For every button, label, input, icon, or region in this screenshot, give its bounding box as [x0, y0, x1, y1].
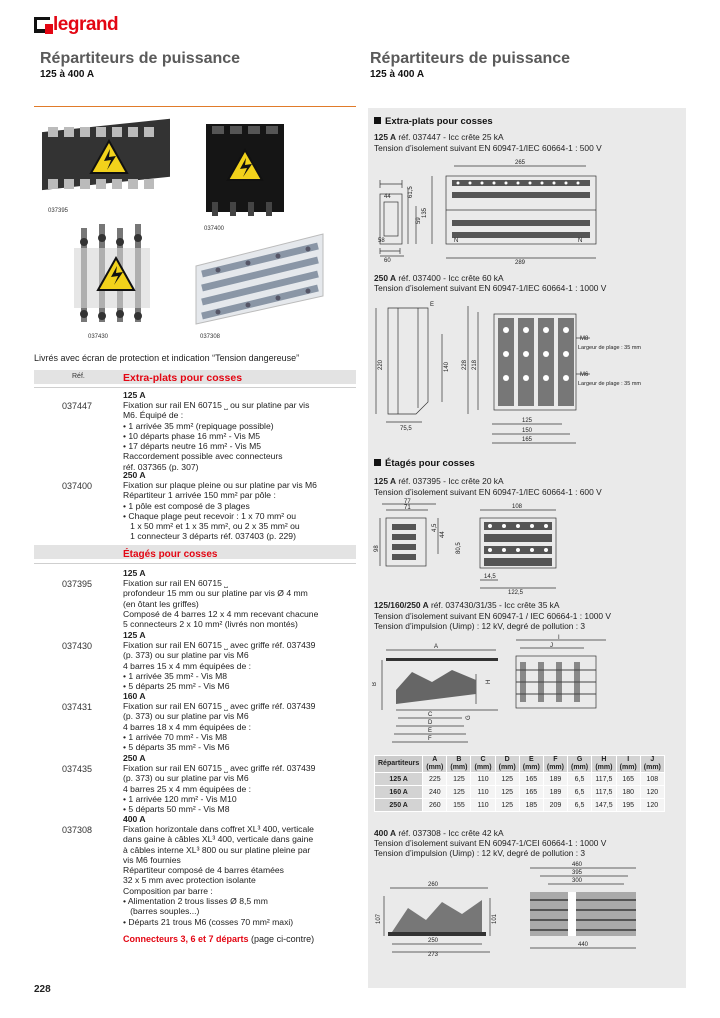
column-header	[543, 756, 567, 773]
heading-extra-plats	[374, 116, 493, 127]
dim-label: 107	[376, 913, 382, 924]
item-rating: 125 A	[123, 630, 146, 640]
item-rating: 125 A	[123, 390, 146, 400]
table-cell: 185	[519, 799, 543, 812]
table-cell: 120	[640, 786, 664, 799]
column-header	[447, 756, 471, 773]
spec-rating: 125 A	[374, 476, 397, 486]
dim-label: H	[486, 679, 492, 684]
brand-name: legrand	[53, 14, 119, 35]
spec-ref: réf. 037447 - Icc crête 25 kA	[396, 132, 504, 142]
dimension-drawing-037308	[372, 860, 672, 956]
photo-label: 037395	[48, 208, 69, 214]
dim-label: A	[434, 644, 439, 650]
page-subtitle-left: 125 à 400 A	[40, 69, 95, 80]
column-letter: E	[528, 756, 534, 763]
spec-037430	[374, 600, 559, 610]
unit-label: (mm)	[619, 764, 637, 771]
dim-label: 4,5	[432, 523, 438, 532]
unit-label: (mm)	[426, 764, 444, 771]
page-title-right: Répartiteurs de puissance	[370, 50, 571, 67]
column-header	[567, 756, 591, 773]
table-cell: 125	[495, 799, 519, 812]
item-rating: 160 A	[123, 691, 146, 701]
dim-label: E	[430, 302, 435, 308]
spec-037430-isolement: Tension d’isolement suivant EN 60947-1 / IEC 60664-1 : 1000 V	[374, 611, 611, 621]
section-title-etages: Étagés pour cosses	[123, 549, 218, 560]
table-cell: 110	[471, 799, 495, 812]
item-description: Fixation sur rail EN 60715 ⎵ avec griffe réf. 037439 (p. 373) ou sur platine par vis M6 4 barres 18 x 4 mm équipées de : • 1 arrivée 70 mm² - Vis M8 • 5 départs 35 mm² - Vis M6	[123, 701, 316, 753]
table-cell: 110	[471, 773, 495, 786]
column-letter: B	[456, 756, 462, 763]
dim-label: 165	[522, 437, 533, 443]
table-ref: 037431	[62, 702, 93, 712]
unit-label: (mm)	[570, 764, 589, 771]
bullet-square-icon	[374, 117, 381, 124]
ref-column-header: Réf.	[72, 373, 85, 380]
dim-label: 80,5	[456, 542, 462, 554]
dimension-drawing-037430	[372, 634, 672, 746]
header-divider	[34, 106, 356, 107]
dim-label: I	[558, 635, 560, 641]
heading-text: Extra-plats pour cosses	[385, 116, 493, 127]
section-title-extra-plats: Extra-plats pour cosses	[123, 372, 243, 384]
dim-label: 60	[384, 258, 391, 264]
unit-label: (mm)	[595, 764, 613, 771]
table-header-row	[375, 756, 665, 773]
dim-label: 125	[522, 418, 533, 424]
column-header	[640, 756, 664, 773]
table-cell: 125	[447, 786, 471, 799]
column-letter: G	[576, 756, 583, 763]
column-letter: D	[504, 756, 510, 763]
connecteurs-link[interactable]	[123, 934, 314, 944]
link-suffix: (page ci-contre)	[248, 934, 315, 944]
column-letter: F	[553, 756, 558, 763]
table-cell: 6,5	[567, 786, 591, 799]
page-number: 228	[34, 984, 51, 995]
page-subtitle-right: 125 à 400 A	[370, 69, 425, 80]
dim-label: 108	[512, 504, 523, 510]
dim-label: J	[550, 643, 553, 649]
table-ref: 037400	[62, 481, 93, 491]
photo-label: 037308	[200, 334, 221, 340]
photo-label: 037400	[204, 226, 225, 232]
dim-label: 59	[416, 217, 422, 224]
table-cell: 6,5	[567, 799, 591, 812]
page-title-left: Répartiteurs de puissance	[40, 50, 241, 67]
spec-037447-voltage: Tension d’isolement suivant EN 60947-1/IEC 60664-1 : 500 V	[374, 143, 602, 153]
spec-037430-impulsion: Tension d’impulsion (Uimp) : 12 kV, degré de pollution : 3	[374, 621, 586, 631]
product-photo-037395	[34, 115, 184, 210]
spec-037400-voltage: Tension d’isolement suivant EN 60947-1/IEC 60664-1 : 1000 V	[374, 283, 607, 293]
dim-label: D	[428, 720, 433, 726]
item-description: Fixation sur rail EN 60715 ⎵ avec griffe réf. 037439 (p. 373) ou sur platine par vis M6 4 barres 25 x 4 mm équipées de : • 1 arrivée 120 mm² - Vis M10 • 5 départs 50 mm² - Vis M8	[123, 763, 316, 815]
table-cell: 209	[543, 799, 567, 812]
item-description: Fixation sur plaque pleine ou sur platine par vis M6 Répartiteur 1 arrivée 150 mm² par pôle : • 1 pôle est composé de 3 plages • Chaque plage peut recevoir : 1 x 70 mm² ou 1 x 50 mm² et 1 x 35 mm², ou 2 x 35 mm² ou 1 connecteur 3 départs réf. 037403 (p. 229)	[123, 480, 317, 542]
column-header	[423, 756, 447, 773]
dimension-drawing-037447	[372, 158, 612, 268]
table-ref: 037435	[62, 764, 93, 774]
legrand-logo-icon	[34, 17, 50, 33]
dimension-drawing-037400	[372, 298, 672, 448]
unit-label: (mm)	[474, 764, 492, 771]
dim-label: 98	[374, 545, 380, 552]
row-label: 125 A	[375, 773, 423, 786]
table-ref: 037395	[62, 579, 93, 589]
column-letter: C	[480, 756, 486, 763]
dim-label: B	[372, 681, 378, 686]
dim-label: N	[578, 238, 583, 244]
spec-ref: réf. 037400 - Icc crête 60 kA	[396, 273, 504, 283]
table-cell: 195	[616, 799, 640, 812]
column-header	[495, 756, 519, 773]
dim-label: 150	[522, 428, 533, 434]
column-header	[519, 756, 543, 773]
dim-label: 135	[422, 207, 428, 218]
dim-label: Largeur de plage : 35 mm	[578, 345, 641, 351]
product-photo-037308	[188, 226, 333, 332]
table-cell: 147,5	[592, 799, 617, 812]
dim-label: F	[428, 736, 432, 742]
dim-label: 77	[404, 499, 411, 505]
dim-label: M6	[580, 372, 589, 378]
column-header	[616, 756, 640, 773]
dim-label: 440	[578, 942, 589, 948]
item-description: Fixation sur rail EN 60715 ⎵ profondeur 15 mm ou sur platine par vis Ø 4 mm (en ôtant les griffes) Composé de 4 barres 12 x 4 mm recevant chacune 5 connecteurs 2 x 10 mm² (livrés non montés)	[123, 578, 319, 630]
dim-label: 44	[384, 194, 391, 200]
item-rating: 125 A	[123, 568, 146, 578]
link-text[interactable]: Connecteurs 3, 6 et 7 départs	[123, 934, 249, 944]
unit-label: (mm)	[450, 764, 468, 771]
dim-label: 250	[428, 938, 439, 944]
table-cell: 125	[495, 773, 519, 786]
item-description: Fixation sur rail EN 60715 ⎵ avec griffe réf. 037439 (p. 373) ou sur platine par vis M6 4 barres 15 x 4 mm équipées de : • 1 arrivée 35 mm² - Vis M8 • 5 départs 25 mm² - Vis M6	[123, 640, 316, 692]
table-row	[375, 773, 665, 786]
item-description: Fixation horizontale dans coffret XL³ 400, verticale dans gaine à câbles XL³ 400, verticale dans gaine à câbles interne XL³ 800 ou sur platine pleine par vis M6 fournies Répartiteur composé de 4 barres étamées 32 x 5 mm avec protection isolante Composition par barre : • Alimentation 2 trous lisses Ø 8,5 mm (barres souples...) • Départs 21 trous M6 (cosses 70 mm² maxi)	[123, 824, 314, 927]
table-ref: 037447	[62, 401, 93, 411]
dim-label: 300	[572, 878, 583, 884]
spec-037308	[374, 828, 504, 838]
table-cell: 120	[640, 799, 664, 812]
table-cell: 125	[447, 773, 471, 786]
table-cell: 165	[519, 773, 543, 786]
column-letter: I	[627, 756, 630, 763]
dim-label: G	[466, 715, 472, 720]
dimension-drawing-037395	[372, 498, 572, 596]
spec-ref: réf. 037430/31/35 - Icc crête 35 kA	[428, 600, 560, 610]
dim-label: 101	[492, 913, 498, 924]
unit-label: (mm)	[546, 764, 564, 771]
column-letter: H	[601, 756, 607, 763]
dim-label: C	[428, 712, 433, 718]
photo-label: 037430	[88, 334, 109, 340]
dim-label: N	[454, 238, 459, 244]
spec-037447	[374, 132, 504, 142]
table-cell: 240	[423, 786, 447, 799]
table-cell: 260	[423, 799, 447, 812]
dim-label: M8	[580, 336, 589, 342]
spec-ref: réf. 037395 - Icc crête 20 kA	[396, 476, 504, 486]
dim-label: 460	[572, 862, 583, 868]
spec-037395	[374, 476, 504, 486]
dim-label: Largeur de plage : 35 mm	[578, 381, 641, 387]
table-row	[375, 799, 665, 812]
dim-label: 44	[440, 531, 446, 538]
spec-037308-impulsion: Tension d’impulsion (Uimp) : 12 kV, degré de pollution : 3	[374, 848, 586, 858]
unit-label: (mm)	[522, 764, 540, 771]
item-description: Fixation sur rail EN 60715 ⎵ ou sur platine par vis M6. Équipé de : • 1 arrivée 35 mm² (repiquage possible) • 10 départs phase 16 mm² - Vis M5 • 17 départs neutre 16 mm² - Vis M5 Raccordement possible avec connecteurs réf. 037365 (p. 307)	[123, 400, 310, 472]
row-label: 250 A	[375, 799, 423, 812]
table-cell: 165	[616, 773, 640, 786]
spec-rating: 125/160/250 A	[374, 600, 429, 610]
heading-etages	[374, 458, 475, 469]
column-header	[592, 756, 617, 773]
intro-text: Livrés avec écran de protection et indication “Tension dangereuse”	[34, 353, 300, 363]
table-ref: 037308	[62, 825, 93, 835]
dim-label: 220	[378, 359, 384, 370]
table-ref: 037430	[62, 641, 93, 651]
item-rating: 250 A	[123, 753, 146, 763]
table-cell: 117,5	[592, 786, 617, 799]
table-cell: 110	[471, 786, 495, 799]
table-cell: 6,5	[567, 773, 591, 786]
product-photo-037400	[198, 118, 293, 223]
legrand-logo	[34, 14, 118, 36]
table-divider	[34, 563, 356, 564]
dim-label: 218	[472, 359, 478, 370]
spec-037308-isolement: Tension d’isolement suivant EN 60947-1/CEI 60664-1 : 1000 V	[374, 838, 607, 848]
table-cell: 117,5	[592, 773, 617, 786]
dim-label: 265	[514, 160, 526, 166]
dim-label: 140	[444, 361, 450, 372]
dimensions-table	[374, 755, 665, 812]
item-rating: 400 A	[123, 814, 146, 824]
spec-rating: 400 A	[374, 828, 397, 838]
spec-rating: 250 A	[374, 273, 397, 283]
column-letter: J	[650, 756, 655, 763]
table-cell: 125	[495, 786, 519, 799]
column-header	[471, 756, 495, 773]
spec-rating: 125 A	[374, 132, 397, 142]
table-cell: 189	[543, 773, 567, 786]
table-cell: 225	[423, 773, 447, 786]
dim-label: 289	[514, 260, 526, 266]
product-photo-037430	[64, 218, 159, 330]
table-divider	[34, 387, 356, 388]
dim-label: 395	[572, 870, 583, 876]
table-row	[375, 786, 665, 799]
spec-ref: réf. 037308 - Icc crête 42 kA	[396, 828, 504, 838]
dim-label: 260	[428, 882, 439, 888]
bullet-square-icon	[374, 459, 381, 466]
row-label: 160 A	[375, 786, 423, 799]
table-cell: 189	[543, 786, 567, 799]
dim-label: 14,5	[484, 574, 496, 580]
dim-label: E	[428, 728, 433, 734]
spec-037400	[374, 273, 504, 283]
dim-label: 61,5	[408, 186, 414, 198]
dim-label: 122,5	[508, 590, 524, 596]
spec-037395-voltage: Tension d’isolement suivant EN 60947-1/IEC 60664-1 : 600 V	[374, 487, 602, 497]
table-cell: 165	[519, 786, 543, 799]
dim-label: 58	[378, 238, 385, 244]
table-cell: 108	[640, 773, 664, 786]
heading-text: Étagés pour cosses	[385, 458, 475, 469]
column-header: Répartiteurs	[375, 756, 423, 773]
table-cell: 180	[616, 786, 640, 799]
dim-label: 228	[462, 359, 468, 370]
item-rating: 250 A	[123, 470, 146, 480]
dim-label: 75,5	[400, 426, 412, 432]
dim-label: 273	[428, 952, 439, 956]
table-cell: 155	[447, 799, 471, 812]
column-letter: A	[432, 756, 438, 763]
unit-label: (mm)	[498, 764, 516, 771]
unit-label: (mm)	[643, 764, 661, 771]
dim-label: 71	[404, 505, 411, 511]
